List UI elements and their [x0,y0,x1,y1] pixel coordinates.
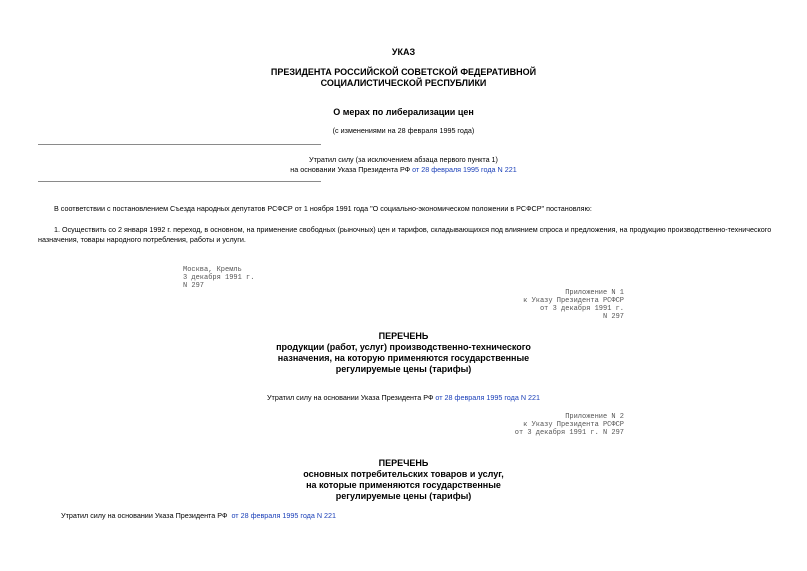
appendix-1-repeal [0,393,807,403]
repeal-notice-line-2 [0,165,807,175]
decree-221-link[interactable]: от 28 февраля 1995 года N 221 [412,165,517,174]
doc-title: О мерах по либерализации цен [333,107,474,117]
appendix-1-subtitle-line-3: регулируемые цены (тарифы) [335,364,472,374]
appendix-2-decree-link[interactable]: от 28 февраля 1995 года N 221 [231,511,337,520]
appendix-2-subtitle-line-2: на которые применяются государственные [306,480,501,490]
divider-top [38,144,321,145]
appendix-2-ref-line-3: от 3 декабря 1991 г. N 297 [514,429,624,437]
appendix-1-ref-line-4: N 297 [602,313,624,321]
preamble: В соответствии с постановлением Съезда народных депутатов РСФСР от 1 ноября 1991 года "О социально-экономическом положении в РСФСР" постановляю: [54,204,592,213]
repeal-notice-line-1: Утратил силу (за исключением абзаца первого пункта 1) [309,155,498,164]
divider-bottom [38,181,321,182]
appendix-2-repeal [61,511,336,521]
amendments-note: (с изменениями на 28 февраля 1995 года) [332,126,475,135]
signature-place: Москва, Кремль [183,266,242,274]
appendix-1-decree-link[interactable]: от 28 февраля 1995 года N 221 [435,393,541,402]
repeal-notice-prefix: на основании Указа Президента РФ [290,165,413,174]
appendix-2-repeal-prefix: Утратил силу на основании Указа Президента РФ [61,511,232,520]
appendix-2-ref-line-1: Приложение N 2 [565,413,624,421]
appendix-2-subtitle-line-3: регулируемые цены (тарифы) [335,491,472,501]
item-1-line-1: 1. Осуществить со 2 января 1992 г. переход, в основном, на применение свободных (рыночных) цен и тарифов, складывающихся под влиянием спроса и предложения, на продукцию производственно-технического [54,225,772,234]
appendix-2-subtitle-line-1: основных потребительских товаров и услуг, [303,469,504,479]
appendix-1-ref-line-1: Приложение N 1 [565,289,624,297]
appendix-1-ref-line-2: к Указу Президента РСФСР [523,297,624,305]
appendix-1-ref-line-3: от 3 декабря 1991 г. [539,305,624,313]
doc-type: УКАЗ [391,47,416,57]
appendix-1-heading: ПЕРЕЧЕНЬ [378,331,429,341]
appendix-1-subtitle-line-1: продукции (работ, услуг) производственно-технического [276,342,531,352]
issuer-line-2: СОЦИАЛИСТИЧЕСКОЙ РЕСПУБЛИКИ [320,78,487,88]
item-1-line-2: назначения, товары народного потребления, работы и услуги. [38,235,246,244]
signature-number: N 297 [183,282,205,290]
appendix-1-repeal-prefix: Утратил силу на основании Указа Президента РФ [266,393,436,402]
issuer-line-1: ПРЕЗИДЕНТА РОССИЙСКОЙ СОВЕТСКОЙ ФЕДЕРАТИВНОЙ [270,67,537,77]
appendix-1-subtitle-line-2: назначения, на которую применяются государственные [277,353,530,363]
appendix-2-heading: ПЕРЕЧЕНЬ [378,458,429,468]
signature-date: 3 декабря 1991 г. [183,274,255,282]
appendix-2-ref-line-2: к Указу Президента РСФСР [523,421,624,429]
